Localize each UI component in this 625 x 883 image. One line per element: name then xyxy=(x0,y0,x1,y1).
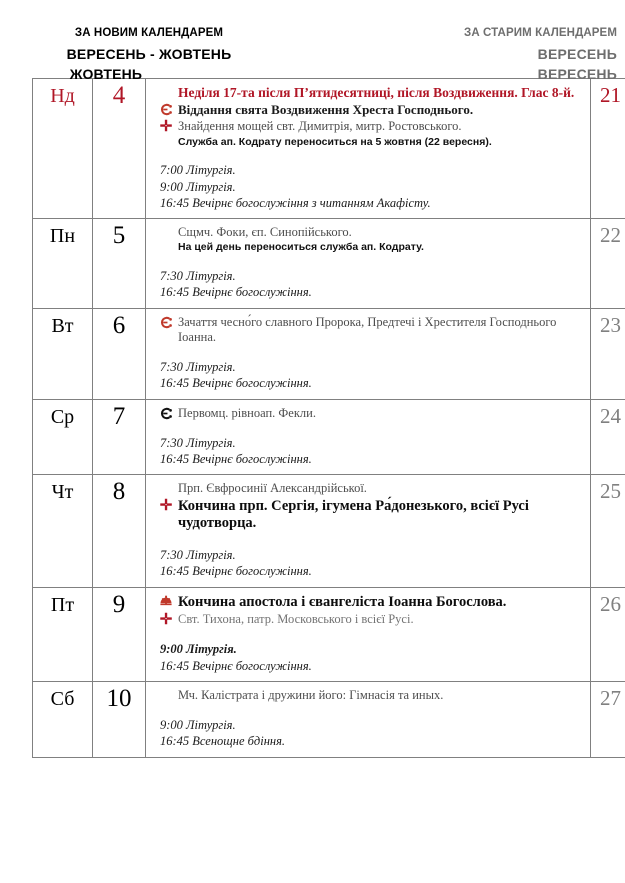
table-row xyxy=(33,681,625,757)
service-time: 16:45 Вечірнє богослужіння. xyxy=(160,658,312,673)
service-time: 9:00 Літургія. xyxy=(160,718,236,733)
table-row xyxy=(33,308,625,399)
day-content-cell xyxy=(146,587,591,681)
commemoration-text: Служба ап. Кодрату переноситься на 5 жовтня (22 вересня). xyxy=(178,135,492,148)
commemoration-list xyxy=(156,481,582,533)
day-content xyxy=(146,219,590,308)
table-row xyxy=(33,219,625,309)
table-row xyxy=(33,475,625,587)
old-calendar-day-cell xyxy=(591,219,625,309)
old-calendar-day-number: 26 xyxy=(600,591,621,616)
service-time: 16:45 Всенощне бдіння. xyxy=(160,734,286,749)
new-calendar-day-number: 6 xyxy=(112,311,126,339)
commemoration-list xyxy=(156,688,582,703)
old-calendar-day-number: 24 xyxy=(600,403,621,428)
commemoration-entry xyxy=(156,688,582,703)
day-content xyxy=(146,400,590,475)
table-row xyxy=(33,79,625,219)
table-row xyxy=(33,587,625,681)
header-old-calendar-caption: ЗА СТАРИМ КАЛЕНДАРЕМ xyxy=(464,27,617,39)
old-calendar-day-cell xyxy=(591,681,625,757)
commemoration-text: Кончина прп. Сергія, ігумена Ра́донезького, всієї Русі чудотворца. xyxy=(178,497,529,532)
header-new-calendar xyxy=(0,28,330,81)
new-calendar-day-number: 8 xyxy=(112,478,126,506)
old-calendar-day-number: 21 xyxy=(600,83,621,107)
table-row xyxy=(33,399,625,475)
service-times-list xyxy=(156,268,582,301)
old-calendar-day-cell xyxy=(591,475,625,587)
day-of-week-cell xyxy=(33,475,93,587)
commemoration-text: Знайдення мощей свт. Димитрія, митр. Ростовського. xyxy=(178,119,462,134)
header-old-calendar xyxy=(317,28,617,81)
new-calendar-day-number: 4 xyxy=(112,82,126,109)
service-times-list xyxy=(156,547,582,580)
cross-icon: ✛ xyxy=(159,612,173,629)
service-times-list xyxy=(156,641,582,674)
commemoration-text: Неділя 17-та після П’ятидесятниці, після Воздвиження. Глас 8-й. xyxy=(178,85,575,100)
commemoration-text: Первомц. рівноап. Фекли. xyxy=(178,405,316,420)
commemoration-entry xyxy=(156,102,582,118)
calendar-table xyxy=(32,78,625,758)
cross-icon: ✛ xyxy=(159,497,173,514)
service-time: 7:30 Літургія. xyxy=(160,269,236,284)
day-content-cell xyxy=(146,681,591,757)
day-of-week-label: Пн xyxy=(49,225,76,248)
day-of-week-cell xyxy=(33,399,93,475)
cross-icon: ✛ xyxy=(159,119,173,136)
commemoration-list xyxy=(156,225,582,254)
commemoration-entry xyxy=(156,85,582,101)
old-calendar-day-cell xyxy=(591,308,625,399)
commemoration-list xyxy=(156,406,582,421)
commemoration-list xyxy=(156,315,582,346)
service-time: 7:00 Літургія. xyxy=(160,163,236,178)
day-of-week-cell xyxy=(33,308,93,399)
old-calendar-day-cell xyxy=(591,399,625,475)
day-content-cell xyxy=(146,399,591,475)
old-calendar-day-cell xyxy=(591,587,625,681)
header-new-calendar-month: ЖОВТЕНЬ xyxy=(69,65,143,82)
old-calendar-day-number: 22 xyxy=(600,223,621,248)
calendar-header xyxy=(0,0,625,82)
day-of-week-cell xyxy=(33,587,93,681)
day-of-week-cell xyxy=(33,681,93,757)
new-calendar-day-cell xyxy=(93,399,146,475)
polyeleos-icon xyxy=(157,315,175,329)
commemoration-entry xyxy=(156,498,582,533)
old-calendar-day-number: 23 xyxy=(600,312,621,337)
commemoration-text: Мч. Калістрата і дружини його: Гімнасія та иных. xyxy=(178,687,444,702)
commemoration-text: Віддання свята Воздвиження Хреста Господнього. xyxy=(178,102,474,118)
day-of-week-label: Чт xyxy=(51,481,74,504)
service-time: 7:30 Літургія. xyxy=(160,435,236,450)
commemoration-text: Зачаття чесно́го славного Пророка, Предтечі і Хрестителя Господнього Іоанна. xyxy=(178,314,557,344)
new-calendar-day-number: 10 xyxy=(106,684,132,712)
new-calendar-day-number: 9 xyxy=(112,590,126,618)
commemoration-text: Прп. Євфросинії Александрійської. xyxy=(178,481,367,496)
vigil-cross-icon xyxy=(157,594,175,609)
commemoration-entry xyxy=(156,315,582,346)
new-calendar-day-cell xyxy=(93,308,146,399)
service-times-list xyxy=(156,717,582,750)
commemoration-entry xyxy=(156,594,582,612)
new-calendar-day-cell xyxy=(93,681,146,757)
commemoration-entry xyxy=(156,119,582,134)
commemoration-entry xyxy=(156,136,582,149)
service-time: 7:30 Літургія. xyxy=(160,360,236,375)
header-old-calendar-months: ВЕРЕСЕНЬ xyxy=(537,45,617,62)
day-content xyxy=(146,682,590,757)
new-calendar-day-cell xyxy=(93,79,146,219)
service-time: 16:45 Вечірнє богослужіння. xyxy=(160,376,312,391)
day-content-cell xyxy=(146,79,591,219)
commemoration-entry xyxy=(156,406,582,421)
service-time: 16:45 Вечірнє богослужіння. xyxy=(160,564,312,579)
service-time: 9:00 Літургія. xyxy=(160,642,237,657)
commemoration-text: Свт. Тихона, патр. Московського і всієї Русі. xyxy=(178,612,414,627)
service-time: 16:45 Вечірнє богослужіння з читанням Акафісту. xyxy=(160,195,431,210)
day-of-week-label: Нд xyxy=(50,85,75,107)
new-calendar-day-number: 7 xyxy=(112,402,126,430)
new-calendar-day-cell xyxy=(93,475,146,587)
commemoration-entry xyxy=(156,612,582,627)
day-of-week-label: Вт xyxy=(51,314,74,337)
old-calendar-day-cell xyxy=(591,79,625,219)
day-of-week-label: Ср xyxy=(50,405,75,428)
day-content-cell xyxy=(146,308,591,399)
day-of-week-cell xyxy=(33,219,93,309)
day-content xyxy=(146,588,590,681)
header-new-calendar-months: ВЕРЕСЕНЬ - ЖОВТЕНЬ xyxy=(66,45,232,62)
service-times-list xyxy=(156,162,582,211)
service-time: 7:30 Літургія. xyxy=(160,548,236,563)
polyeleos-icon xyxy=(157,102,175,116)
service-times-list xyxy=(156,359,582,392)
commemoration-text: На цей день переноситься служба ап. Кодрату. xyxy=(178,241,424,254)
service-time: 9:00 Літургія. xyxy=(160,179,236,194)
old-calendar-day-number: 27 xyxy=(600,685,621,710)
commemoration-text: Кончина апостола і євангеліста Іоанна Богослова. xyxy=(178,593,507,610)
service-time: 16:45 Вечірнє богослужіння. xyxy=(160,452,312,467)
commemoration-entry xyxy=(156,481,582,496)
day-of-week-cell xyxy=(33,79,93,219)
day-of-week-label: Сб xyxy=(50,687,75,710)
header-old-calendar-month: ВЕРЕСЕНЬ xyxy=(537,65,617,82)
day-content-cell xyxy=(146,475,591,587)
commemoration-text: Сщмч. Фоки, єп. Синопійського. xyxy=(178,225,352,240)
commemoration-list xyxy=(156,594,582,628)
day-content-cell xyxy=(146,219,591,309)
polyeleos-icon xyxy=(157,406,175,420)
new-calendar-day-number: 5 xyxy=(112,222,126,250)
day-of-week-label: Пт xyxy=(50,593,75,616)
old-calendar-day-number: 25 xyxy=(600,479,621,504)
day-content xyxy=(146,309,590,399)
day-content xyxy=(146,475,590,586)
new-calendar-day-cell xyxy=(93,587,146,681)
service-time: 16:45 Вечірнє богослужіння. xyxy=(160,285,312,300)
commemoration-list xyxy=(156,85,582,148)
commemoration-entry xyxy=(156,225,582,240)
day-content xyxy=(146,79,590,218)
commemoration-entry xyxy=(156,241,582,254)
new-calendar-day-cell xyxy=(93,219,146,309)
service-times-list xyxy=(156,435,582,468)
header-new-calendar-caption: ЗА НОВИМ КАЛЕНДАРЕМ xyxy=(74,27,224,39)
